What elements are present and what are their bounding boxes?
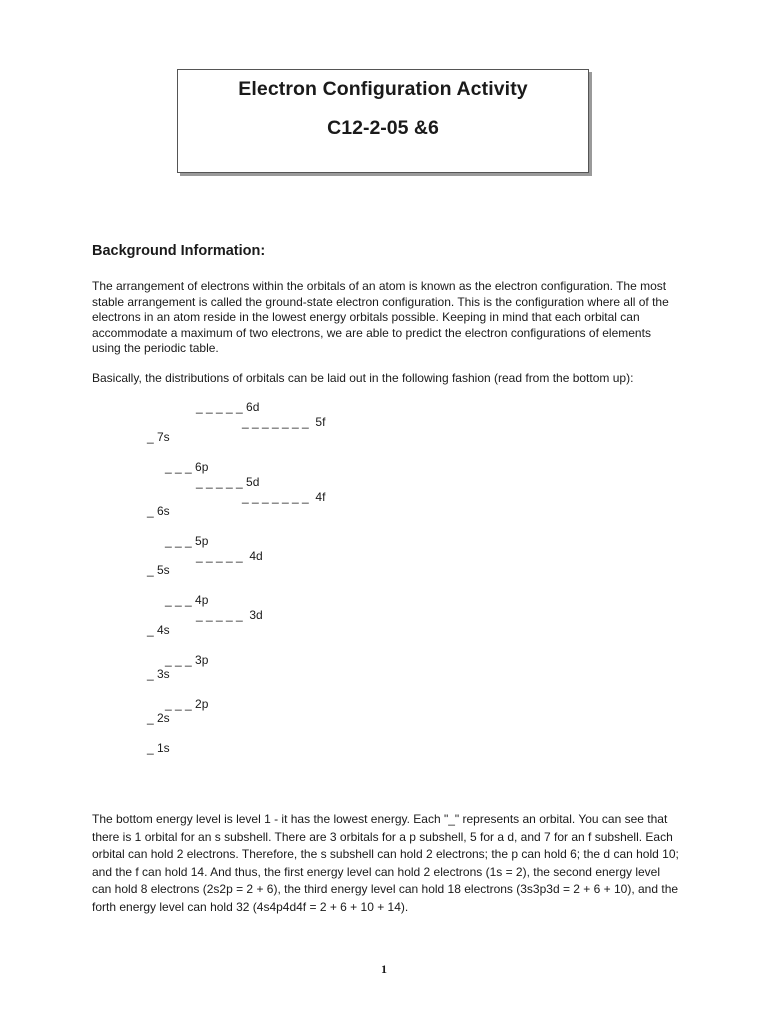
intro-paragraph: The arrangement of electrons within the orbitals of an atom is known as the electron configuration. The most stable arrangement is called the ground-state electron configuration. This is the configuration where all of the electrons in an atom reside in the lowest energy orbitals possible. Keeping in mind that each orbital can accommodate a maximum of two electrons, we are able to predict the electron configurations of elements using the periodic table.: [92, 279, 669, 355]
page-number: 1: [381, 962, 387, 976]
document-title: Electron Configuration Activity: [238, 78, 528, 100]
orbital-3s: _ 3s: [147, 667, 170, 681]
orbital-4s: _ 4s: [147, 623, 170, 637]
explanation-paragraph: The bottom energy level is level 1 - it has the lowest energy. Each "_" represents an orbital. You can see that there is 1 orbital for an s subshell. There are 3 orbitals for a p subshell, 5 for a d, and 7 for an f subshell. Each orbital can hold 2 electrons. Therefore, the s subshell can hold 2 electrons; the p can hold 6; the d can hold 10; and the f can hold 14. And thus, the first energy level can hold 2 electrons (1s = 2), the second energy level can hold 8 electrons (2s2p = 2 + 6), the third energy level can hold 18 electrons (3s3p3d = 2 + 6 + 10), and the forth energy level can hold 32 (4s4p4d4f = 2 + 6 + 10 + 14).: [92, 812, 679, 914]
orbital-5p: _ _ _ 5p: [165, 534, 209, 548]
orbital-6d: _ _ _ _ _ 6d: [196, 400, 260, 414]
orbital-1s: _ 1s: [147, 741, 170, 755]
orbital-7s: _ 7s: [147, 430, 170, 444]
orbital-6s: _ 6s: [147, 504, 170, 518]
orbital-5d: _ _ _ _ _ 5d: [196, 475, 260, 489]
orbital-5s: _ 5s: [147, 563, 170, 577]
orbital-2s: _ 2s: [147, 711, 170, 725]
orbital-3p: _ _ _ 3p: [165, 653, 209, 667]
orbital-2p: _ _ _ 2p: [165, 697, 209, 711]
orbital-6p: _ _ _ 6p: [165, 460, 209, 474]
document-code: C12-2-05 &6: [327, 117, 439, 139]
orbital-3d: _ _ _ _ _ 3d: [196, 608, 263, 622]
orbital-4f: _ _ _ _ _ _ _ 4f: [242, 490, 326, 504]
orbital-4d: _ _ _ _ _ 4d: [196, 549, 263, 563]
orbital-5f: _ _ _ _ _ _ _ 5f: [242, 415, 326, 429]
background-heading: Background Information:: [92, 243, 266, 259]
title-box: [177, 69, 589, 173]
distribution-paragraph: Basically, the distributions of orbitals can be laid out in the following fashion (read from the bottom up):: [92, 371, 634, 385]
orbital-4p: _ _ _ 4p: [165, 593, 209, 607]
